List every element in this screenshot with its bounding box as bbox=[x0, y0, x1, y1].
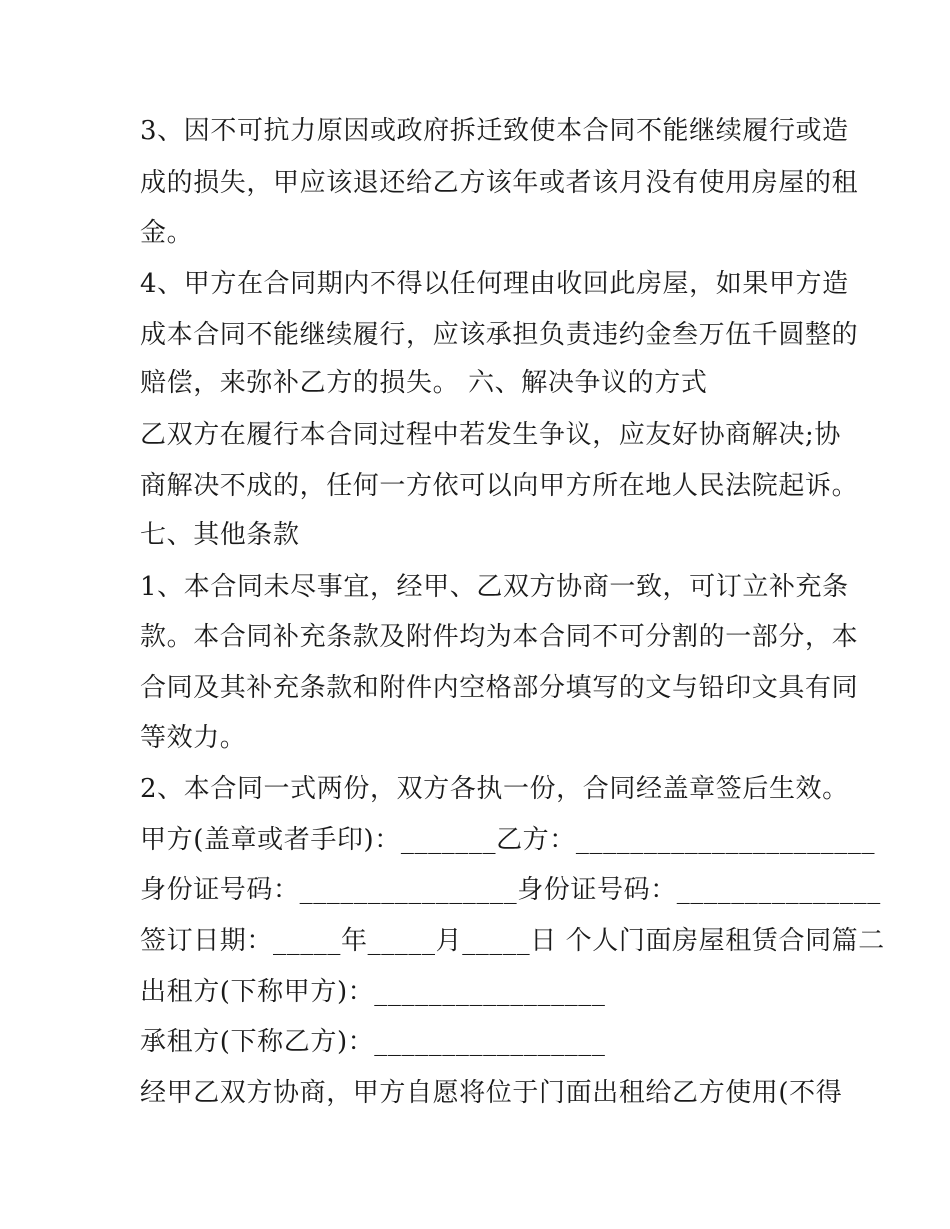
section-7-heading: 七、其他条款 bbox=[140, 520, 300, 550]
section-7-clause-1-line-2: 款。本合同补充条款及附件均为本合同不可分割的一部分，本 bbox=[140, 622, 859, 652]
signing-date-line: 签订日期：_____年_____月_____日 个人门面房屋租赁合同篇二 bbox=[140, 926, 885, 956]
section-7-clause-1-line-3: 合同及其补充条款和附件内空格部分填写的文与铅印文具有同 bbox=[140, 673, 859, 703]
lessee-line: 承租方(下称乙方)：_________________ bbox=[140, 1027, 606, 1057]
clause-3-line-1: 3、因不可抗力原因或政府拆迁致使本合同不能继续履行或造 bbox=[140, 116, 849, 146]
dispute-line-1: 乙双方在履行本合同过程中若发生争议，应友好协商解决;协 bbox=[140, 420, 841, 450]
clause-4-line-1: 4、甲方在合同期内不得以任何理由收回此房屋，如果甲方造 bbox=[140, 269, 849, 299]
id-number-line: 身份证号码：________________身份证号码：_______________ bbox=[140, 875, 881, 905]
signature-party-line: 甲方(盖章或者手印)：_______乙方：______________________ bbox=[140, 825, 876, 855]
clause-3-line-2: 成的损失，甲应该退还给乙方该年或者该月没有使用房屋的租 bbox=[140, 168, 859, 198]
clause-3-line-3: 金。 bbox=[140, 218, 194, 248]
section-7-clause-1-line-4: 等效力。 bbox=[140, 723, 247, 753]
lessor-line: 出租方(下称甲方)：_________________ bbox=[140, 977, 606, 1007]
dispute-line-2: 商解决不成的，任何一方依可以向甲方所在地人民法院起诉。 bbox=[140, 471, 859, 501]
section-7-clause-1-line-1: 1、本合同未尽事宜，经甲、乙双方协商一致，可订立补充条 bbox=[140, 572, 849, 602]
clause-4-line-3: 赔偿，来弥补乙方的损失。 六、解决争议的方式 bbox=[140, 368, 708, 398]
clause-4-line-2: 成本合同不能继续履行，应该承担负责违约金叁万伍千圆整的 bbox=[140, 320, 859, 350]
agreement-intro-line: 经甲乙双方协商，甲方自愿将位于门面出租给乙方使用(不得 bbox=[140, 1078, 843, 1108]
section-7-clause-2: 2、本合同一式两份，双方各执一份，合同经盖章签后生效。 bbox=[140, 774, 849, 804]
